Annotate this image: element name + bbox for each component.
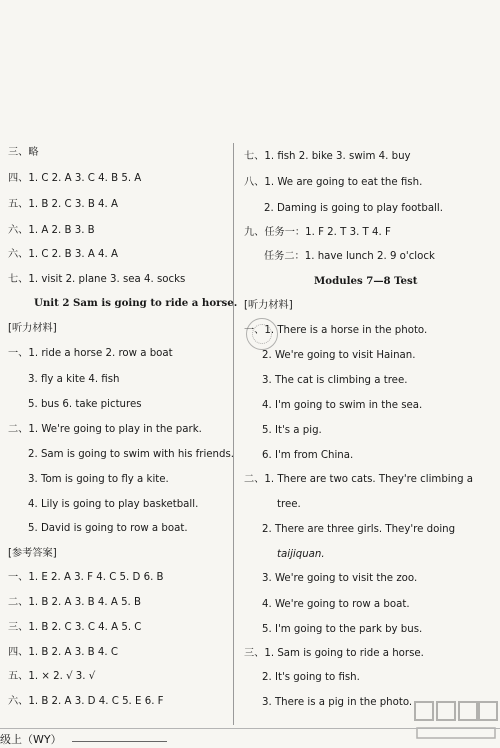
answer-line: 6. I'm from China. xyxy=(262,450,354,461)
answer-line: 3. fly a kite 4. fish xyxy=(28,374,120,385)
answer-line: taijiquan. xyxy=(277,549,325,560)
answer-line: 3. There is a pig in the photo. xyxy=(262,697,413,708)
answer-line: 4. We're going to row a boat. xyxy=(262,599,410,610)
answer-line: 2. There are three girls. They're doing xyxy=(262,524,456,535)
answer-line: 六、1. A 2. B 3. B xyxy=(8,225,95,236)
answer-line: 一、1. ride a horse 2. row a boat xyxy=(8,348,173,359)
answer-line: 5. It's a pig. xyxy=(262,425,322,436)
answer-line: 五、1. B 2. C 3. B 4. A xyxy=(8,199,118,210)
answer-line: 3. The cat is climbing a tree. xyxy=(262,375,408,386)
stamp-icon xyxy=(246,318,278,350)
answer-line: 二、1. B 2. A 3. B 4. A 5. B xyxy=(8,597,142,608)
footer-label: 级上（WY） xyxy=(0,733,62,746)
column-divider xyxy=(233,143,234,725)
section-label: [参考答案] xyxy=(8,548,57,559)
answer-line: 5. David is going to row a boat. xyxy=(28,523,188,534)
answer-line: 5. bus 6. take pictures xyxy=(28,399,142,410)
section-label: [听力材料] xyxy=(8,323,57,334)
footer-rule xyxy=(0,728,500,729)
answer-line: 九、任务一：1. F 2. T 3. T 4. F xyxy=(244,227,391,238)
answer-line: 5. I'm going to the park by bus. xyxy=(262,624,423,635)
answer-line: 五、1. × 2. √ 3. √ xyxy=(8,671,96,682)
answer-line: 三、1. Sam is going to ride a horse. xyxy=(244,648,424,659)
answer-line: 3. We're going to visit the zoo. xyxy=(262,573,418,584)
unit-heading: Unit 2 Sam is going to ride a horse. xyxy=(34,297,238,309)
answer-line: 4. Lily is going to play basketball. xyxy=(28,499,199,510)
answer-line: 六、1. B 2. A 3. D 4. C 5. E 6. F xyxy=(8,696,164,707)
answer-line: 二、1. We're going to play in the park. xyxy=(8,424,202,435)
answer-line: 2. Daming is going to play football. xyxy=(264,203,443,214)
section-label: [听力材料] xyxy=(244,300,293,311)
answer-line: 3. Tom is going to fly a kite. xyxy=(28,474,169,485)
answer-line: 一、1. E 2. A 3. F 4. C 5. D 6. B xyxy=(8,572,164,583)
answer-line: 三、略 xyxy=(8,147,39,158)
answer-line: 2. Sam is going to swim with his friends. xyxy=(28,449,235,460)
answer-line: 任务二：1. have lunch 2. 9 o'clock xyxy=(264,251,435,262)
answer-line: 七、1. fish 2. bike 3. swim 4. buy xyxy=(244,151,411,162)
answer-line: 八、1. We are going to eat the fish. xyxy=(244,177,423,188)
answer-line: 2. We're going to visit Hainan. xyxy=(262,350,416,361)
footer-underline xyxy=(72,741,167,742)
answer-line: 六、1. C 2. B 3. A 4. A xyxy=(8,249,118,260)
answer-line: 七、1. visit 2. plane 3. sea 4. socks xyxy=(8,274,186,285)
answer-line: 四、1. B 2. A 3. B 4. C xyxy=(8,647,118,658)
answer-line: 4. I'm going to swim in the sea. xyxy=(262,400,423,411)
answer-line: 三、1. B 2. C 3. C 4. A 5. C xyxy=(8,622,142,633)
answer-line: 2. It's going to fish. xyxy=(262,672,360,683)
answer-line: tree. xyxy=(277,499,301,510)
answer-line: 四、1. C 2. A 3. C 4. B 5. A xyxy=(8,173,142,184)
test-heading: Modules 7—8 Test xyxy=(314,275,418,287)
watermark-logo-icon xyxy=(413,698,499,744)
answer-line: 二、1. There are two cats. They're climbing a xyxy=(244,474,474,485)
answer-line: 一、1. There is a horse in the photo. xyxy=(244,325,428,336)
